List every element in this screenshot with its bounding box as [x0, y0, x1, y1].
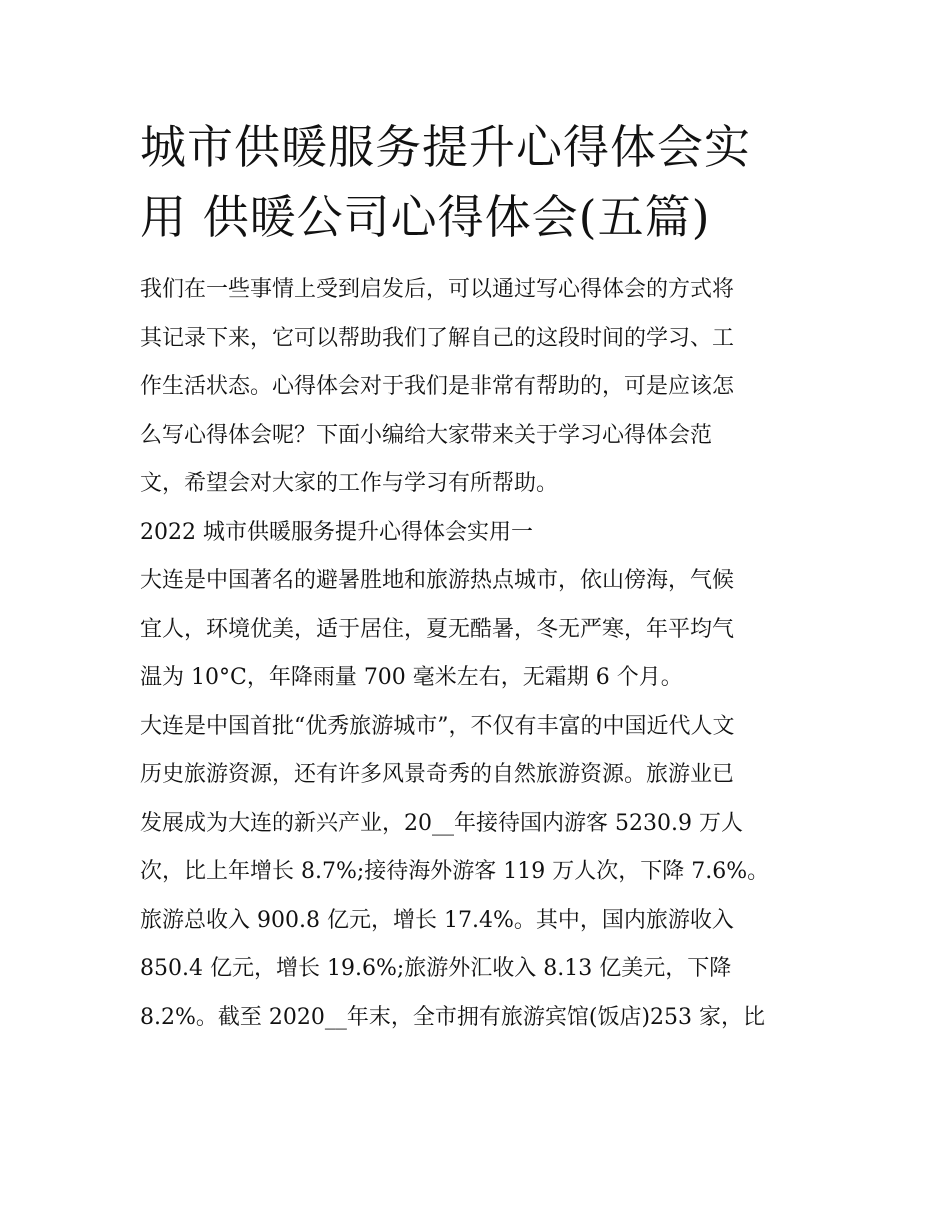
text-line: 大连是中国首批“优秀旅游城市”，不仅有丰富的中国近代人文: [140, 713, 735, 739]
section-heading: [140, 509, 812, 558]
text-line: 文，希望会对大家的工作与学习有所帮助。: [140, 471, 559, 496]
document-title: [140, 112, 812, 252]
text-line: 宜人，环境优美，适于居住，夏无酷暑，冬无严寒，年平均气: [140, 616, 735, 642]
title-line-1: 城市供暖服务提升心得体会实: [140, 120, 751, 174]
text-line: 我们在一些事情上受到启发后，可以通过写心得体会的方式将: [140, 277, 735, 302]
intro-paragraph: [140, 266, 812, 509]
text-line: 温为 10°C，年降雨量 700 毫米左右，无霜期 6 个月。: [140, 665, 683, 690]
text-line: 其记录下来，它可以帮助我们了解自己的这段时间的学习、工: [140, 325, 735, 351]
text-line: 发展成为大连的新兴产业，20__年接待国内游客 5230.9 万人: [140, 810, 743, 836]
text-line: 8.2%。截至 2020__年末，全市拥有旅游宾馆(饭店)253 家，比: [140, 1004, 766, 1030]
text-line: 850.4 亿元，增长 19.6%;旅游外汇收入 8.13 亿美元，下降: [140, 956, 732, 981]
text-line: 旅游总收入 900.8 亿元，增长 17.4%。其中，国内旅游收入: [140, 907, 734, 933]
text-line: 么写心得体会呢？下面小编给大家带来关于学习心得体会范: [140, 422, 713, 448]
text-line: 历史旅游资源，还有许多风景奇秀的自然旅游资源。旅游业已: [140, 762, 735, 787]
text-line: 次，比上年增长 8.7%;接待海外游客 119 万人次，下降 7.6%。: [140, 859, 770, 884]
document-content: [140, 112, 812, 1042]
dalian-tourism-paragraph: [140, 703, 812, 1043]
text-line: 大连是中国著名的避暑胜地和旅游热点城市，依山傍海，气候: [140, 568, 735, 593]
title-line-2: 用 供暖公司心得体会(五篇): [140, 190, 711, 244]
text-line: 2022 城市供暖服务提升心得体会实用一: [140, 519, 533, 545]
dalian-climate-paragraph: [140, 557, 812, 703]
text-line: 作生活状态。心得体会对于我们是非常有帮助的，可是应该怎: [140, 374, 735, 399]
document-body: [140, 266, 812, 1042]
